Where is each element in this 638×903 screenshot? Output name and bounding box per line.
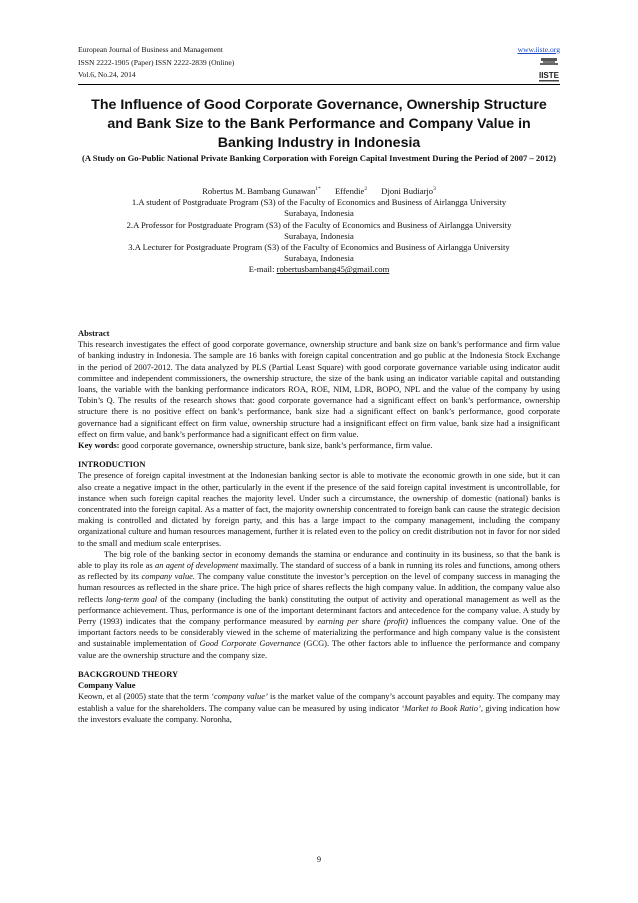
email-link[interactable]: robertusbambang45@gmail.com xyxy=(276,264,390,275)
background-paragraph: Keown, et al (2005) state that the term ‘company value’ is the market value of the company’s account payables and equity. The company may establish a value for the shareholders. The company value can be measured by using indicator ‘Market to Book Ratio’, giving indication how the investors evaluate the company. Noronha, xyxy=(78,691,561,724)
paper-body xyxy=(78,328,560,725)
author-1: Robertus M. Bambang Gunawan$^{1*}$ xyxy=(202,186,321,196)
background-heading: BACKGROUND THEORY xyxy=(78,668,179,679)
journal-name: European Journal of Business and Management xyxy=(78,45,223,54)
introduction-paragraph-1: The presence of foreign capital investment at the Indonesian banking sector is able to motivate the economic growth in one side, but it can also create a negative impact in the other, particularly in the event if the presence of the said foreign capital investment is uncontrollable, for instance when such foreign capital reaches the majority level. Under such a circumstance, the ownership of domestic (national) banks is concentrated into the foreign capital. As a matter of fact, the majority ownership concentrated to foreign bank can cause the strategic decision making is controlled and dictated by foreign party, and this has a large impact to the company management, including the company organizational culture and human resources management, further it is related even to the policy on credit distribution not in favor for nor sided to the small and medium scale enterprises. xyxy=(78,470,560,548)
abstract-text: This research investigates the effect of good corporate governance, ownership structure and bank size on bank’s performance and firm value of banking industry in Indonesia. The sample are 16 banks with foreign capital concentration and go public at the Indonesia Stock Exchange in the period of 2007-2012. The data analyzed by PLS (Partial Least Square) with good corporate governance variable using indicator audit committee and independent commissioners, the ownership structure, the size of the bank using an indicator variable capital and outstanding loans, the variable with the banking performance indicators ROA, ROE, NIM, LDR, BOPO, NPL and the value of the company by using Tobin’s Q. The results of the research shows that: good corporate governance had a significant effect on bank’s performance, ownership structure there is no positive effect on bank’s performance, bank size had a significant effect on bank’s performance, good corporate governance had a significant effect on firm value, ownership structure had a insignificant effect on firm value, bank size had a insignificant effect on firm value, and bank’s performance had a significant effect on firm value. xyxy=(78,339,560,439)
keywords: Key words: good corporate governance, ownership structure, bank size, bank’s performance, firm value. xyxy=(78,440,433,451)
author-email: E-mail: robertusbambang45@gmail.com xyxy=(248,264,390,275)
introduction-heading: INTRODUCTION xyxy=(78,459,146,470)
iiste-logo-icon xyxy=(537,58,561,84)
author-block xyxy=(70,186,568,276)
affiliation-2-city: Surabaya, Indonesia xyxy=(284,230,354,241)
journal-url-link[interactable]: www.iiste.org xyxy=(517,45,560,54)
journal-header xyxy=(78,44,560,82)
abstract-heading: Abstract xyxy=(78,328,110,338)
author-3: Djoni Budiarjo$^3$ xyxy=(381,186,436,196)
paper-subtitle: (A Study on Go-Public National Private Banking Corporation with Foreign Capital Investment During the Period of 2007 – 2012) xyxy=(82,153,556,163)
affiliation-1-city: Surabaya, Indonesia xyxy=(284,208,354,219)
page-number: 9 xyxy=(316,855,322,864)
header-divider xyxy=(78,84,560,85)
journal-volume: Vol.6, No.24, 2014 xyxy=(78,70,136,80)
paper-title: The Influence of Good Corporate Governance, Ownership Structure and Bank Size to the Bank Performance and Company Value in Banking Industry in Indonesia xyxy=(91,97,547,151)
author-2: Effendie$^2$ xyxy=(334,186,368,196)
author-names xyxy=(70,186,568,197)
introduction-paragraph-2: The big role of the banking sector in economy demands the stamina or endurance and continuity in its business, so that the bank is able to play its role as an agent of development maximally. The standard of success of a bank in running its roles and functions, among others as reflected by its company value. The company value constitute the investor’s perception on the level of company success in managing the human resources as reflected in the share price. The high price of shares reflects the high company value. In addition, the company value also reflects long-term goal of the company (including the bank) constituting the output of activity and operational management as well as the performance achievement. Thus, performance is one of the important determinant factors and antecedence for the company value. A study by Perry (1993) indicates that the company performance measured by earning per share (profit) influences the company value. One of the important factors needs to be considerably viewed in the scheme of materializing the performance and high company value is the consistent and sustainable implementation of Good Corporate Governance (GCG). The other factors able to influence the performance and company value are the ownership structure and the company size. xyxy=(78,548,561,660)
affiliation-1: 1.A student of Postgraduate Program (S3) of the Faculty of Economics and Business of Airlangga University xyxy=(131,197,507,208)
affiliation-3-city: Surabaya, Indonesia xyxy=(284,253,354,264)
logo-text: IISTE xyxy=(538,71,560,80)
affiliation-3: 3.A Lecturer for Postgraduate Program (S3) of the Faculty of Economics and Business of Airlangga University xyxy=(128,242,510,253)
company-value-subheading: Company Value xyxy=(78,680,136,691)
journal-issn: ISSN 2222-1905 (Paper) ISSN 2222-2839 (Online) xyxy=(78,57,235,67)
affiliation-2: 2.A Professor for Postgraduate Program (S3) of the Faculty of Economics and Business of Airlangga University xyxy=(126,219,512,230)
